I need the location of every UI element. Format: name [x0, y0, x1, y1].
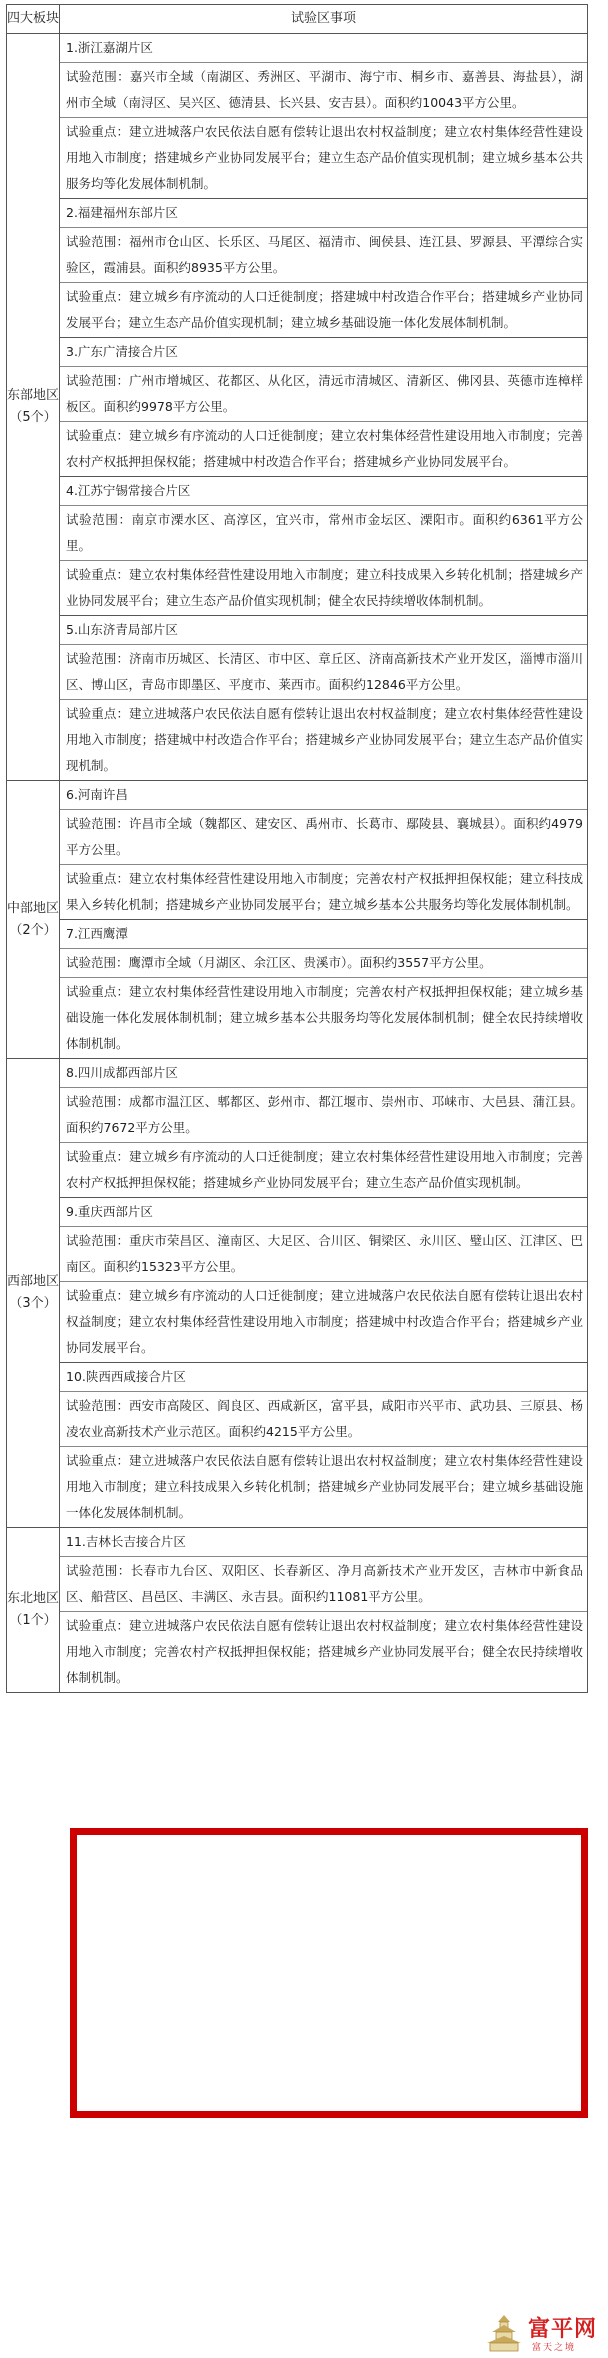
zone-title: 2.福建福州东部片区 — [66, 205, 178, 220]
region-cell — [7, 1528, 60, 1693]
zone-cell — [60, 781, 588, 920]
zone-row — [7, 477, 588, 616]
zone-cell — [60, 338, 588, 477]
table-body — [7, 34, 588, 1693]
zone-row — [7, 616, 588, 781]
zone-focus: 试验重点：建立城乡有序流动的人口迁徙制度；建立农村集体经营性建设用地入市制度；完善农村产权抵押担保权能；搭建城乡产业协同发展平台；建立生态产品价值实现机制。 — [60, 1142, 587, 1197]
zone-cell — [60, 34, 588, 199]
zone-cell — [60, 1363, 588, 1528]
zone-cell — [60, 616, 588, 781]
region-count: （3个） — [9, 1296, 57, 1311]
zone-row — [7, 1363, 588, 1528]
zone-focus: 试验重点：建立农村集体经营性建设用地入市制度；完善农村产权抵押担保权能；建立城乡基础设施一体化发展体制机制；建立城乡基本公共服务均等化发展体制机制；健全农民持续增收体制机制。 — [60, 977, 587, 1058]
zone-row — [7, 199, 588, 338]
zone-title: 3.广东广清接合片区 — [66, 344, 178, 359]
region-name: 东北地区 — [7, 1591, 60, 1606]
zone-scope: 试验范围：长春市九台区、双阳区、长春新区、净月高新技术产业开发区，吉林市中新食品区、船营区、昌邑区、丰满区、永吉县。面积约11081平方公里。 — [60, 1556, 587, 1611]
zone-scope: 试验范围：西安市高陵区、阎良区、西咸新区，富平县，咸阳市兴平市、武功县、三原县、杨凌农业高新技术产业示范区。面积约4215平方公里。 — [60, 1391, 587, 1446]
pilot-zone-table — [6, 4, 588, 1693]
watermark-slogan: 富天之境 — [532, 2343, 577, 2353]
zone-cell — [60, 199, 588, 338]
zone-cell — [60, 1528, 588, 1693]
region-count: （1个） — [9, 1613, 57, 1628]
zone-focus: 试验重点：建立进城落户农民依法自愿有偿转让退出农村权益制度；建立农村集体经营性建设用地入市制度；搭建城乡产业协同发展平台；建立生态产品价值实现机制；建立城乡基本公共服务均等化发展体制机制。 — [60, 117, 587, 198]
zone-title: 10.陕西西咸接合片区 — [66, 1369, 186, 1384]
header-items: 试验区事项 — [60, 5, 588, 34]
region-name: 东部地区 — [7, 388, 60, 403]
region-count: （2个） — [9, 922, 57, 938]
region-cell — [7, 781, 60, 1059]
zone-title: 1.浙江嘉湖片区 — [66, 40, 153, 55]
zone-title: 8.四川成都西部片区 — [66, 1065, 178, 1080]
watermark — [484, 2312, 604, 2354]
zone-scope: 试验范围：重庆市荣昌区、潼南区、大足区、合川区、铜梁区、永川区、璧山区、江津区、巴南区。面积约15323平方公里。 — [60, 1226, 587, 1281]
zone-focus: 试验重点：建立进城落户农民依法自愿有偿转让退出农村权益制度；建立农村集体经营性建设用地入市制度；建立科技成果入乡转化机制；搭建城乡产业协同发展平台；建立城乡基础设施一体化发展体制机制。 — [60, 1446, 587, 1527]
region-cell — [7, 1059, 60, 1528]
header-region: 四大板块 — [7, 5, 60, 34]
zone-row — [7, 920, 588, 1059]
zone-scope: 试验范围：鹰潭市全域（月湖区、余江区、贵溪市）。面积约3557平方公里。 — [60, 948, 587, 977]
zone-focus: 试验重点：建立城乡有序流动的人口迁徙制度；搭建城中村改造合作平台；搭建城乡产业协同发展平台；建立生态产品价值实现机制；建立城乡基础设施一体化发展体制机制。 — [60, 282, 587, 337]
pagoda-logo-icon — [484, 2314, 524, 2352]
region-cell — [7, 34, 60, 781]
zone-title: 11.吉林长吉接合片区 — [66, 1534, 186, 1549]
zone-scope: 试验范围：济南市历城区、长清区、市中区、章丘区、济南高新技术产业开发区，淄博市淄川区、博山区，青岛市即墨区、平度市、莱西市。面积约12846平方公里。 — [60, 644, 587, 699]
zone-focus: 试验重点：建立城乡有序流动的人口迁徙制度；建立进城落户农民依法自愿有偿转让退出农村权益制度；建立农村集体经营性建设用地入市制度；搭建城中村改造合作平台；搭建城乡产业协同发展平台。 — [60, 1281, 587, 1362]
zone-focus: 试验重点：建立进城落户农民依法自愿有偿转让退出农村权益制度；建立农村集体经营性建设用地入市制度；搭建城中村改造合作平台；搭建城乡产业协同发展平台；建立生态产品价值实现机制。 — [60, 699, 587, 780]
red-highlight-box — [70, 1828, 588, 2118]
zone-row — [7, 1528, 588, 1693]
zone-focus: 试验重点：建立农村集体经营性建设用地入市制度；完善农村产权抵押担保权能；建立科技成果入乡转化机制；搭建城乡产业协同发展平台；建立城乡基本公共服务均等化发展体制机制。 — [60, 864, 587, 919]
region-count: （5个） — [9, 410, 57, 425]
zone-focus: 试验重点：建立农村集体经营性建设用地入市制度；建立科技成果入乡转化机制；搭建城乡产业协同发展平台；建立生态产品价值实现机制；健全农民持续增收体制机制。 — [60, 560, 587, 615]
zone-cell — [60, 1198, 588, 1363]
zone-scope: 试验范围：嘉兴市全域（南湖区、秀洲区、平湖市、海宁市、桐乡市、嘉善县、海盐县），湖州市全域（南浔区、吴兴区、德清县、长兴县、安吉县）。面积约10043平方公里。 — [60, 62, 587, 117]
zone-scope: 试验范围：成都市温江区、郫都区、彭州市、都江堰市、崇州市、邛崃市、大邑县、蒲江县。面积约7672平方公里。 — [60, 1087, 587, 1142]
zone-row — [7, 1198, 588, 1363]
zone-scope: 试验范围：南京市溧水区、高淳区，宜兴市，常州市金坛区、溧阳市。面积约6361平方公里。 — [60, 505, 587, 560]
zone-title: 4.江苏宁锡常接合片区 — [66, 483, 191, 498]
zone-title: 7.江西鹰潭 — [66, 926, 128, 941]
zone-cell — [60, 477, 588, 616]
table-header-row — [7, 5, 588, 34]
region-name: 中部地区 — [7, 900, 60, 916]
zone-row — [7, 34, 588, 199]
zone-row — [7, 1059, 588, 1198]
zone-scope: 试验范围：广州市增城区、花都区、从化区，清远市清城区、清新区、佛冈县、英德市连樟样板区。面积约9978平方公里。 — [60, 366, 587, 421]
watermark-name: 富平网 — [528, 2317, 598, 2342]
zone-row — [7, 781, 588, 920]
zone-cell — [60, 1059, 588, 1198]
zone-scope: 试验范围：福州市仓山区、长乐区、马尾区、福清市、闽侯县、连江县、罗源县、平潭综合实验区，霞浦县。面积约8935平方公里。 — [60, 227, 587, 282]
zone-title: 6.河南许昌 — [66, 787, 128, 802]
zone-focus: 试验重点：建立城乡有序流动的人口迁徙制度；建立农村集体经营性建设用地入市制度；完善农村产权抵押担保权能；搭建城中村改造合作平台；搭建城乡产业协同发展平台。 — [60, 421, 587, 476]
zone-title: 9.重庆西部片区 — [66, 1204, 153, 1219]
zone-title: 5.山东济青局部片区 — [66, 622, 178, 637]
zone-focus: 试验重点：建立进城落户农民依法自愿有偿转让退出农村权益制度；建立农村集体经营性建设用地入市制度；完善农村产权抵押担保权能；搭建城乡产业协同发展平台；健全农民持续增收体制机制。 — [60, 1611, 587, 1692]
region-name: 西部地区 — [7, 1274, 60, 1289]
zone-scope: 试验范围：许昌市全域（魏都区、建安区、禹州市、长葛市、鄢陵县、襄城县）。面积约4979平方公里。 — [60, 809, 587, 864]
zone-row — [7, 338, 588, 477]
zone-cell — [60, 920, 588, 1059]
